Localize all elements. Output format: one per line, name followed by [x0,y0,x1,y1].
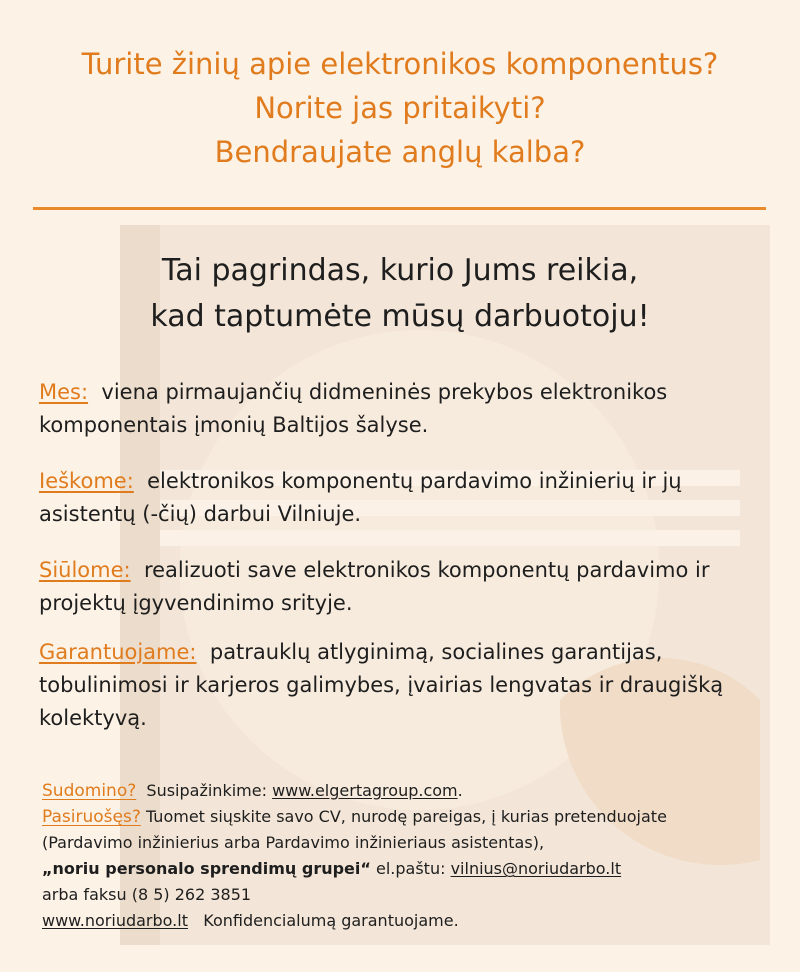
company-website-link[interactable]: www.elgertagroup.com [272,781,458,800]
footer-site-line [42,908,762,934]
section-text: realizuoti save elektronikos komponentų pardavimo ir projektų įgyvendinimo srityje. [39,558,710,615]
job-site-link[interactable]: www.noriudarbo.lt [42,911,188,930]
headline-line-1: Turite žinių apie elektronikos komponentus? [81,47,719,81]
tagline-line-2: kad taptumėte mūsų darbuotoju! [150,299,650,334]
interested-label: Sudomino? [42,781,137,801]
footer-interested-line [42,778,762,804]
email-prefix: el.paštu: [376,859,446,878]
footer-ready-block [42,804,762,856]
headline [0,42,800,174]
email-subject: „noriu personalo sprendimų grupei“ [42,859,371,878]
period: . [457,781,463,800]
section-we-offer [39,554,759,620]
section-label: Garantuojame: [39,640,197,664]
section-label: Ieškome: [39,469,134,493]
contact-footer [42,778,762,934]
email-link[interactable]: vilnius@noriudarbo.lt [450,859,622,878]
headline-line-2: Norite jas pritaikyti? [254,91,546,125]
section-text: viena pirmaujančių didmeninės prekybos elektronikos komponentais įmonių Baltijos šalyse. [39,380,668,437]
section-looking-for [39,465,759,531]
tagline-line-1: Tai pagrindas, kurio Jums reikia, [161,253,639,288]
confidentiality-text: Konfidencialumą garantuojame. [203,911,459,930]
ready-label: Pasiruošęs? [42,807,141,827]
headline-line-3: Bendraujate anglų kalba? [214,135,586,169]
fax-line: arba faksu (8 5) 262 3851 [42,885,252,904]
interested-text: Susipažinkime: [146,781,267,800]
section-text: elektronikos komponentų pardavimo inžinierių ir jų asistentų (-čių) darbui Vilniuje. [39,469,682,526]
section-label: Mes: [39,380,89,404]
section-about-us [39,376,759,442]
ready-text: Tuomet siųskite savo CV, nurodę pareigas, į kurias pretenduojate (Pardavimo inžinierius arba Pardavimo inžinieriaus asistentas), [42,807,667,852]
tagline [0,248,800,340]
divider-line [33,207,766,210]
section-label: Siūlome: [39,558,131,582]
footer-email-line [42,856,762,882]
section-text: patrauklų atlyginimą, socialines garantijas, tobulinimosi ir karjeros galimybes, įvairias lengvatas ir draugišką kolektyvą. [39,640,724,730]
section-we-guarantee [39,636,759,735]
